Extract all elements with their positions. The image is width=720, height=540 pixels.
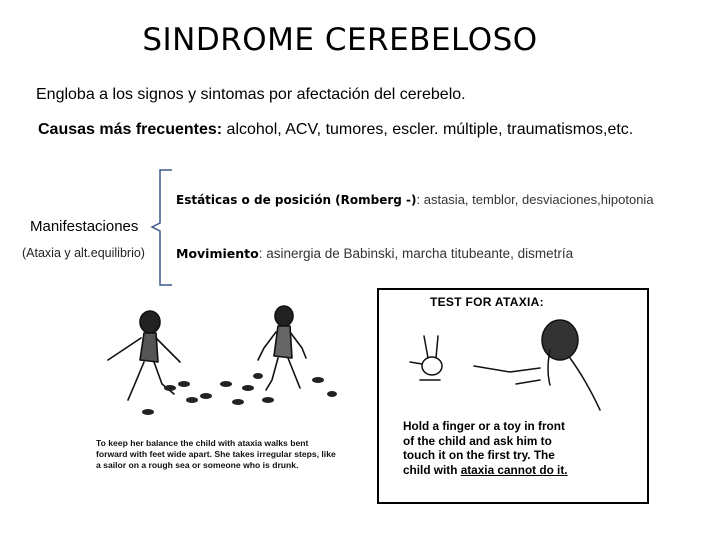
estaticas-line [176,192,654,207]
illustration-caption: To keep her balance the child with ataxia walks bent forward with feet wide apart. She takes irregular steps, like a sailor on a rough sea or someone who is drunk. [96,438,336,470]
brace-bracket [150,165,190,290]
movimiento-label: Movimiento [176,246,259,261]
ataxia-sublabel: (Ataxia y alt.equilibrio) [22,246,145,260]
page-title: SINDROME CEREBELOSO [142,22,538,58]
causas-label: Causas más frecuentes: [38,121,223,138]
movimiento-line [176,246,573,261]
intro-text: Engloba a los signos y sintomas por afectación del cerebelo. [36,86,466,103]
estaticas-label: Estáticas o de posición (Romberg -) [176,193,417,207]
movimiento-text: : asinergia de Babinski, marcha titubeante, dismetría [258,246,574,261]
finger-test-illustration [390,310,640,420]
causas-text: alcohol, ACV, tumores, escler. múltiple, traumatismos,etc. [222,121,634,138]
causas-line [38,121,633,139]
ataxia-test-instructions [403,419,573,477]
estaticas-text: : astasia, temblor, desviaciones,hipotonia [416,192,654,207]
ataxia-test-conclusion: ataxia cannot do it. [460,462,568,477]
ataxia-walking-illustration [88,300,348,436]
ataxia-test-text: Hold a finger or a toy in front of the child and ask him to touch it on the first try. The child with [403,419,565,477]
ataxia-test-title: TEST FOR ATAXIA: [430,295,544,309]
manifestaciones-label: Manifestaciones [30,218,139,235]
